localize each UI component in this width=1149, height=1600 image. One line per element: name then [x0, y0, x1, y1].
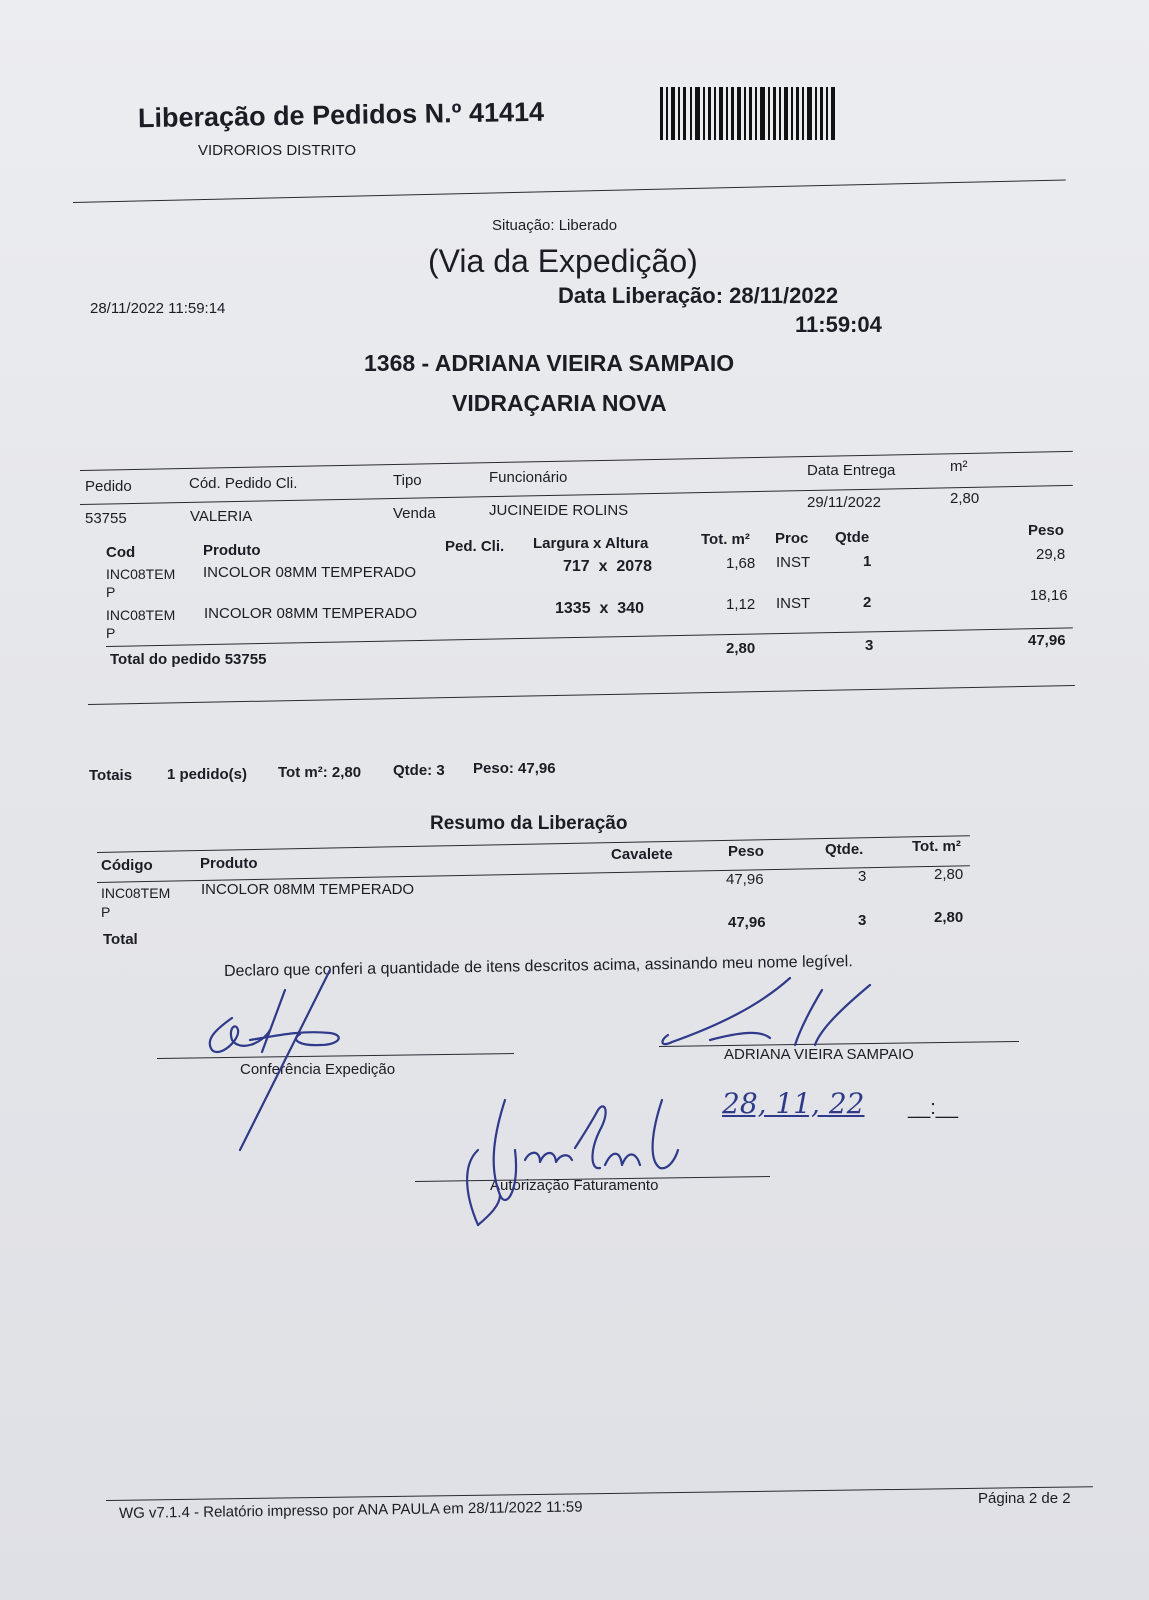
summary-row-codigo-cont: P [101, 904, 111, 920]
header-divider [73, 179, 1066, 203]
barcode [660, 87, 836, 140]
summary-row-tot-m2: 2,80 [934, 866, 964, 883]
item-1-cod: INC08TEM [106, 566, 176, 582]
client-name: 1368 - ADRIANA VIEIRA SAMPAIO [364, 350, 735, 376]
summary-total-qtde: 3 [858, 912, 867, 929]
col-pedido: Pedido [85, 478, 132, 495]
item-1-qtde: 1 [863, 553, 872, 570]
declaration-text: Declaro que conferi a quantidade de itens descritos acima, assinando meu nome legível. [223, 953, 853, 980]
item-2-qtde: 2 [863, 594, 872, 611]
item-2-dims: 1335 x 340 [555, 600, 644, 617]
item-2-produto: INCOLOR 08MM TEMPERADO [204, 605, 418, 622]
client-signature-name: ADRIANA VIEIRA SAMPAIO [724, 1046, 914, 1063]
summary-title: Resumo da Liberação [430, 813, 628, 834]
items-col-peso: Peso [1028, 522, 1064, 539]
footer-printed-by: WG v7.1.4 - Relatório impresso por ANA PAULA em 28/11/2022 11:59 [118, 1498, 583, 1522]
summary-col-codigo: Código [101, 857, 153, 874]
order-top-rule [80, 451, 1073, 471]
items-col-produto: Produto [203, 542, 261, 559]
totals-qtde: Qtde: 3 [393, 762, 445, 779]
items-col-cod: Cod [106, 544, 136, 561]
items-col-proc: Proc [775, 530, 809, 547]
totals-peso: Peso: 47,96 [473, 760, 556, 777]
value-pedido: 53755 [85, 510, 127, 527]
summary-total-label: Total [103, 931, 138, 948]
summary-col-produto: Produto [200, 855, 258, 872]
item-1-produto: INCOLOR 08MM TEMPERADO [203, 564, 417, 581]
order-bottom-rule [88, 685, 1075, 705]
items-col-largura-altura: Largura x Altura [533, 535, 649, 552]
via-label: (Via da Expedição) [428, 243, 698, 279]
item-1-tot-m2: 1,68 [726, 555, 756, 572]
totals-label: Totais [89, 767, 133, 784]
items-col-tot-m2: Tot. m² [701, 531, 750, 548]
summary-row-qtde: 3 [858, 868, 867, 885]
totals-pedidos: 1 pedido(s) [167, 766, 248, 783]
col-funcionario: Funcionário [489, 469, 568, 486]
value-data-entrega: 29/11/2022 [807, 494, 881, 511]
summary-row-produto: INCOLOR 08MM TEMPERADO [201, 881, 415, 898]
order-total-m2: 2,80 [726, 640, 756, 657]
summary-row-codigo: INC08TEM [101, 885, 171, 901]
order-total-qtde: 3 [865, 637, 874, 654]
summary-total-peso: 47,96 [728, 914, 766, 931]
item-2-proc: INST [776, 595, 811, 612]
summary-col-qtde: Qtde. [825, 841, 864, 858]
conferencia-label: Conferência Expedição [240, 1061, 396, 1078]
value-m2: 2,80 [950, 490, 980, 507]
company-name: VIDRORIOS DISTRITO [198, 142, 357, 159]
handwritten-date: 28, 11, 22 [722, 1087, 865, 1120]
col-cod-pedido-cli: Cód. Pedido Cli. [189, 475, 298, 492]
data-liberacao-time: 11:59:04 [795, 312, 882, 337]
document-title: Liberação de Pedidos N.º 41414 [137, 96, 545, 134]
item-1-peso: 29,8 [1036, 546, 1066, 563]
print-datetime: 28/11/2022 11:59:14 [90, 300, 226, 317]
footer-page: Página 2 de 2 [978, 1490, 1071, 1507]
client-company: VIDRAÇARIA NOVA [452, 390, 667, 416]
col-data-entrega: Data Entrega [807, 462, 896, 479]
order-total-label: Total do pedido 53755 [110, 651, 267, 668]
time-blank: __:__ [908, 1097, 959, 1119]
data-liberacao: Data Liberação: 28/11/2022 [558, 283, 839, 308]
items-col-qtde: Qtde [835, 529, 870, 546]
value-cod-pedido-cli: VALERIA [190, 508, 253, 525]
situacao: Situação: Liberado [492, 217, 618, 234]
item-2-tot-m2: 1,12 [726, 596, 756, 613]
summary-total-tot-m2: 2,80 [934, 909, 964, 926]
totals-tot-m2: Tot m²: 2,80 [278, 764, 362, 781]
items-total-rule [106, 627, 1073, 647]
value-funcionario: JUCINEIDE ROLINS [489, 502, 629, 519]
footer-rule [106, 1486, 1093, 1501]
summary-row-peso: 47,96 [726, 871, 764, 888]
col-m2: m² [950, 458, 968, 475]
value-tipo: Venda [393, 505, 436, 522]
summary-col-tot-m2: Tot. m² [912, 838, 961, 855]
item-2-cod-cont: P [106, 625, 116, 641]
item-1-dims: 717 x 2078 [563, 558, 652, 575]
summary-col-peso: Peso [728, 843, 764, 860]
autorizacao-label: Autorização Faturamento [490, 1177, 659, 1194]
items-col-ped-cli: Ped. Cli. [445, 538, 505, 555]
item-2-cod: INC08TEM [106, 607, 176, 623]
col-tipo: Tipo [393, 472, 422, 489]
item-1-proc: INST [776, 554, 811, 571]
item-2-peso: 18,16 [1030, 587, 1068, 604]
conferencia-signature-line [157, 1053, 514, 1059]
item-1-cod-cont: P [106, 584, 116, 600]
summary-col-cavalete: Cavalete [611, 846, 673, 863]
order-total-peso: 47,96 [1028, 632, 1066, 649]
